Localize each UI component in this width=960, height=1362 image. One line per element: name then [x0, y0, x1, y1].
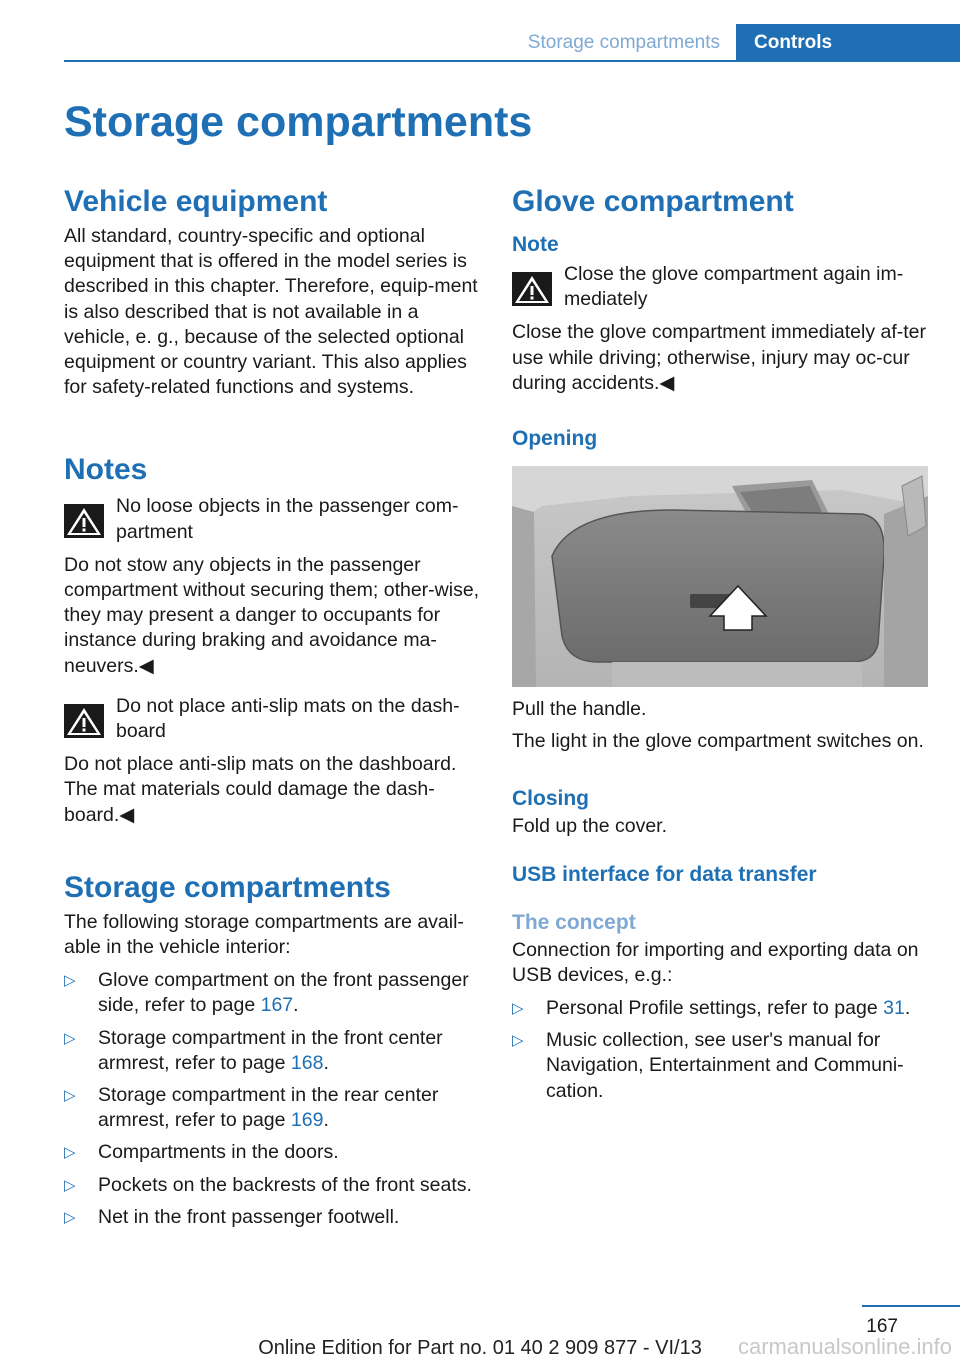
storage-intro: The following storage compartments are avail-able in the vehicle interior:: [64, 910, 464, 959]
concept-heading: The concept: [512, 910, 636, 934]
triangle-right-icon: ▷: [64, 1208, 76, 1226]
warning-triangle-icon: [512, 272, 552, 306]
list-item: ▷ Storage compartment in the front center armrest, refer to page 168.: [64, 1026, 443, 1074]
notes-heading: Notes: [64, 453, 148, 487]
opening-heading: Opening: [512, 427, 598, 451]
page-number: 167: [866, 1316, 898, 1337]
list-item: ▷ Personal Profile settings, refer to page 31.: [512, 996, 930, 1021]
storage-compartments-heading: Storage compartments: [64, 870, 391, 904]
list-item: ▷ Storage compartment in the rear center armrest, refer to page 169.: [64, 1084, 439, 1132]
triangle-right-icon: ▷: [512, 1032, 524, 1050]
warning-note-glove: [512, 262, 930, 312]
warning-triangle-icon: [64, 504, 104, 538]
triangle-right-icon: ▷: [64, 1144, 76, 1162]
page-link[interactable]: 169: [290, 1109, 324, 1132]
triangle-right-icon: ▷: [512, 1000, 524, 1018]
left-column: [64, 180, 482, 1230]
list-item: ▷ Music collection, see user's manual for Navigation, Entertainment and Communi-cation.: [512, 1029, 904, 1102]
usb-list: [512, 996, 930, 1104]
page-link[interactable]: 167: [260, 994, 294, 1017]
triangle-right-icon: ▷: [64, 1176, 76, 1194]
warning-1-title: No loose objects in the passenger com-partment: [116, 495, 459, 543]
opening-step-2: The light in the glove compartment switches on.: [512, 730, 924, 753]
watermark: carmanualsonline.info: [737, 1334, 952, 1359]
glove-warning-body: Close the glove compartment immediately af-ter use while driving; otherwise, injury may oc-cur during accidents.◀: [512, 321, 927, 394]
vehicle-equipment-heading: Vehicle equipment: [64, 185, 328, 218]
glove-warning-title: Close the glove compartment again im-mediately: [564, 263, 904, 311]
header-rule: [64, 60, 960, 62]
triangle-right-icon: ▷: [64, 972, 76, 990]
closing-heading: Closing: [512, 787, 589, 811]
usb-heading: USB interface for data transfer: [512, 862, 817, 886]
header-section-title: Storage compartments: [527, 32, 720, 53]
triangle-right-icon: ▷: [64, 1087, 76, 1105]
vehicle-equipment-body: All standard, country-specific and optional equipment that is offered in the model series is described in this chapter. Therefore, equip-ment is also described that is not available in a vehicle, e. g., because of the selected optional equipment or country variant. This also applies for safety-related functions and systems.: [64, 225, 478, 399]
warning-2-title: Do not place anti-slip mats on the dash-board: [116, 694, 460, 743]
note-heading: Note: [512, 233, 559, 256]
closing-body: Fold up the cover.: [512, 815, 668, 838]
page-title: Storage compartments: [64, 98, 533, 146]
concept-body: Connection for importing and exporting data on USB devices, e.g.:: [512, 938, 919, 986]
footer-edition: Online Edition for Part no. 01 40 2 909 877 - VI/13: [258, 1337, 702, 1359]
warning-2-body: Do not place anti-slip mats on the dashboard. The mat materials could damage the dash-board.◀: [64, 753, 457, 826]
storage-list: [64, 968, 482, 1230]
page-link[interactable]: 168: [290, 1051, 324, 1074]
glove-compartment-heading: Glove compartment: [512, 185, 794, 218]
list-item: ▷ Compartments in the doors.: [64, 1140, 482, 1165]
page-link[interactable]: 31: [883, 997, 905, 1020]
page-number-rule: [862, 1305, 960, 1307]
right-column: [512, 180, 930, 1104]
header-chapter-tab: Controls: [736, 24, 960, 61]
list-item: ▷ Pockets on the backrests of the front seats.: [64, 1173, 482, 1198]
warning-1-body: Do not stow any objects in the passenger compartment without securing them; other-wise, they may present a danger to occupants for instance during braking and avoidance ma-neuvers.◀: [64, 553, 480, 677]
opening-step-1: Pull the handle.: [512, 698, 647, 721]
list-item: ▷ Net in the front passenger footwell.: [64, 1205, 482, 1230]
warning-note-2: [64, 694, 482, 744]
list-item: ▷ Glove compartment on the front passenger side, refer to page 167.: [64, 969, 469, 1017]
warning-triangle-icon: [64, 704, 104, 738]
triangle-right-icon: ▷: [64, 1029, 76, 1047]
glove-compartment-illustration: [512, 466, 928, 687]
warning-note-1: [64, 494, 482, 544]
